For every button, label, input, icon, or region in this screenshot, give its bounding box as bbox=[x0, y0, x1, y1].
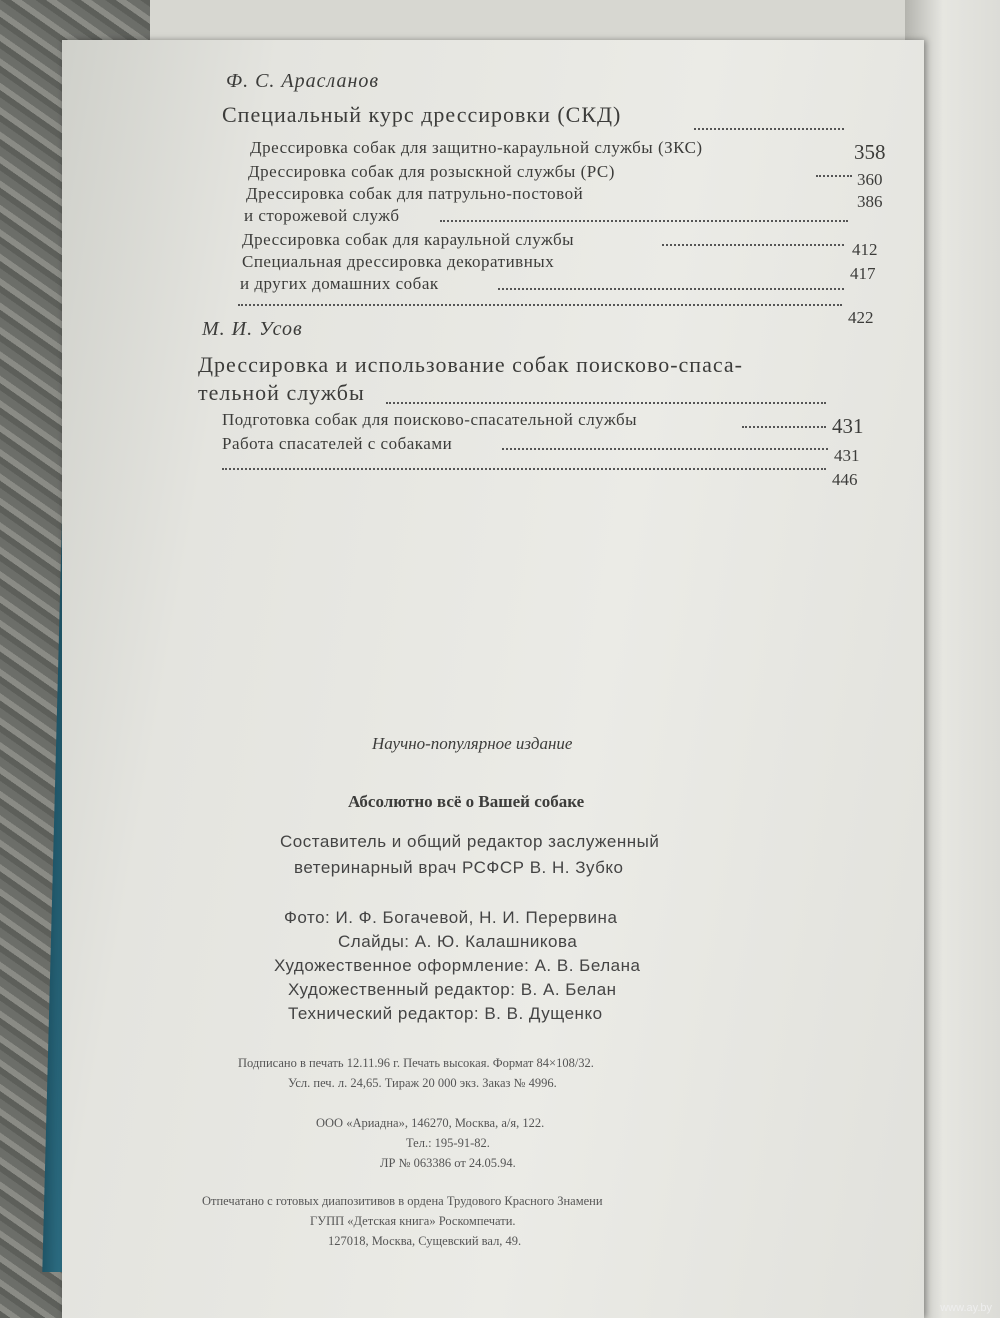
toc-entry-page: 431 bbox=[834, 446, 860, 465]
imprint-compiler: Составитель и общий редактор заслуженный bbox=[280, 832, 660, 851]
toc-entry: Дрессировка собак для караульной службы bbox=[242, 230, 575, 249]
toc-entry: и сторожевой служб bbox=[244, 206, 400, 225]
imprint-publisher: Тел.: 195-91-82. bbox=[406, 1136, 490, 1150]
toc-entry-page: 386 bbox=[857, 192, 883, 211]
imprint-printer: 127018, Москва, Сущевский вал, 49. bbox=[328, 1234, 522, 1248]
toc-entry-page: 412 bbox=[852, 240, 878, 259]
toc-entry: и других домашних собак bbox=[240, 274, 439, 293]
toc-entry-page: 417 bbox=[850, 264, 876, 283]
toc-author-2: М. И. Усов bbox=[202, 318, 303, 340]
imprint-printer: ГУПП «Детская книга» Роскомпечати. bbox=[310, 1214, 516, 1228]
imprint-compiler: ветеринарный врач РСФСР В. Н. Зубко bbox=[294, 858, 624, 877]
imprint-art-design: Художественное оформление: А. В. Белана bbox=[274, 956, 641, 975]
site-watermark: www.ay.by bbox=[940, 1302, 992, 1314]
toc-section-2-line1: Дрессировка и использование собак поисково-спаса- bbox=[198, 352, 743, 377]
imprint-genre: Научно-популярное издание bbox=[372, 734, 573, 753]
imprint-print-info: Подписано в печать 12.11.96 г. Печать высокая. Формат 84×108/32. bbox=[238, 1056, 594, 1070]
toc-entry: Дрессировка собак для розыскной службы (РС) bbox=[248, 162, 615, 181]
toc-entry: Специальная дрессировка декоративных bbox=[242, 252, 555, 271]
toc-entry: Дрессировка собак для патрульно-постовой bbox=[246, 184, 584, 203]
imprint-publisher: ООО «Ариадна», 146270, Москва, а/я, 122. bbox=[316, 1116, 545, 1130]
imprint-publisher: ЛР № 063386 от 24.05.94. bbox=[380, 1156, 516, 1170]
imprint-tech-editor: Технический редактор: В. В. Дущенко bbox=[288, 1004, 603, 1023]
toc-entry-page: 422 bbox=[848, 308, 874, 327]
imprint-photo: Фото: И. Ф. Богачевой, Н. И. Перервина bbox=[284, 908, 618, 927]
toc-entry: Работа спасателей с собаками bbox=[222, 434, 453, 453]
toc-section-2-page: 431 bbox=[832, 414, 864, 438]
toc-section-1-title: Специальный курс дрессировки (СКД) bbox=[222, 102, 622, 127]
book-page bbox=[62, 40, 924, 1318]
toc-entry-page: 360 bbox=[857, 170, 883, 189]
imprint-art-editor: Художественный редактор: В. А. Белан bbox=[288, 980, 617, 999]
toc-section-2-line2: тельной службы bbox=[198, 380, 365, 405]
toc-entry: Дрессировка собак для защитно-караульной службы (ЗКС) bbox=[250, 138, 703, 157]
toc-section-1-page: 358 bbox=[854, 140, 886, 164]
toc-author-1: Ф. С. Арасланов bbox=[226, 70, 380, 92]
toc-entry: Подготовка собак для поисково-спасательной службы bbox=[222, 410, 638, 429]
imprint-title: Абсолютно всё о Вашей собаке bbox=[348, 792, 585, 811]
toc-entry-page: 446 bbox=[832, 470, 858, 489]
imprint-printer: Отпечатано с готовых диапозитивов в ордена Трудового Красного Знамени bbox=[202, 1194, 603, 1208]
imprint-slides: Слайды: А. Ю. Калашникова bbox=[338, 932, 578, 951]
imprint-print-info: Усл. печ. л. 24,65. Тираж 20 000 экз. Заказ № 4996. bbox=[288, 1076, 557, 1090]
